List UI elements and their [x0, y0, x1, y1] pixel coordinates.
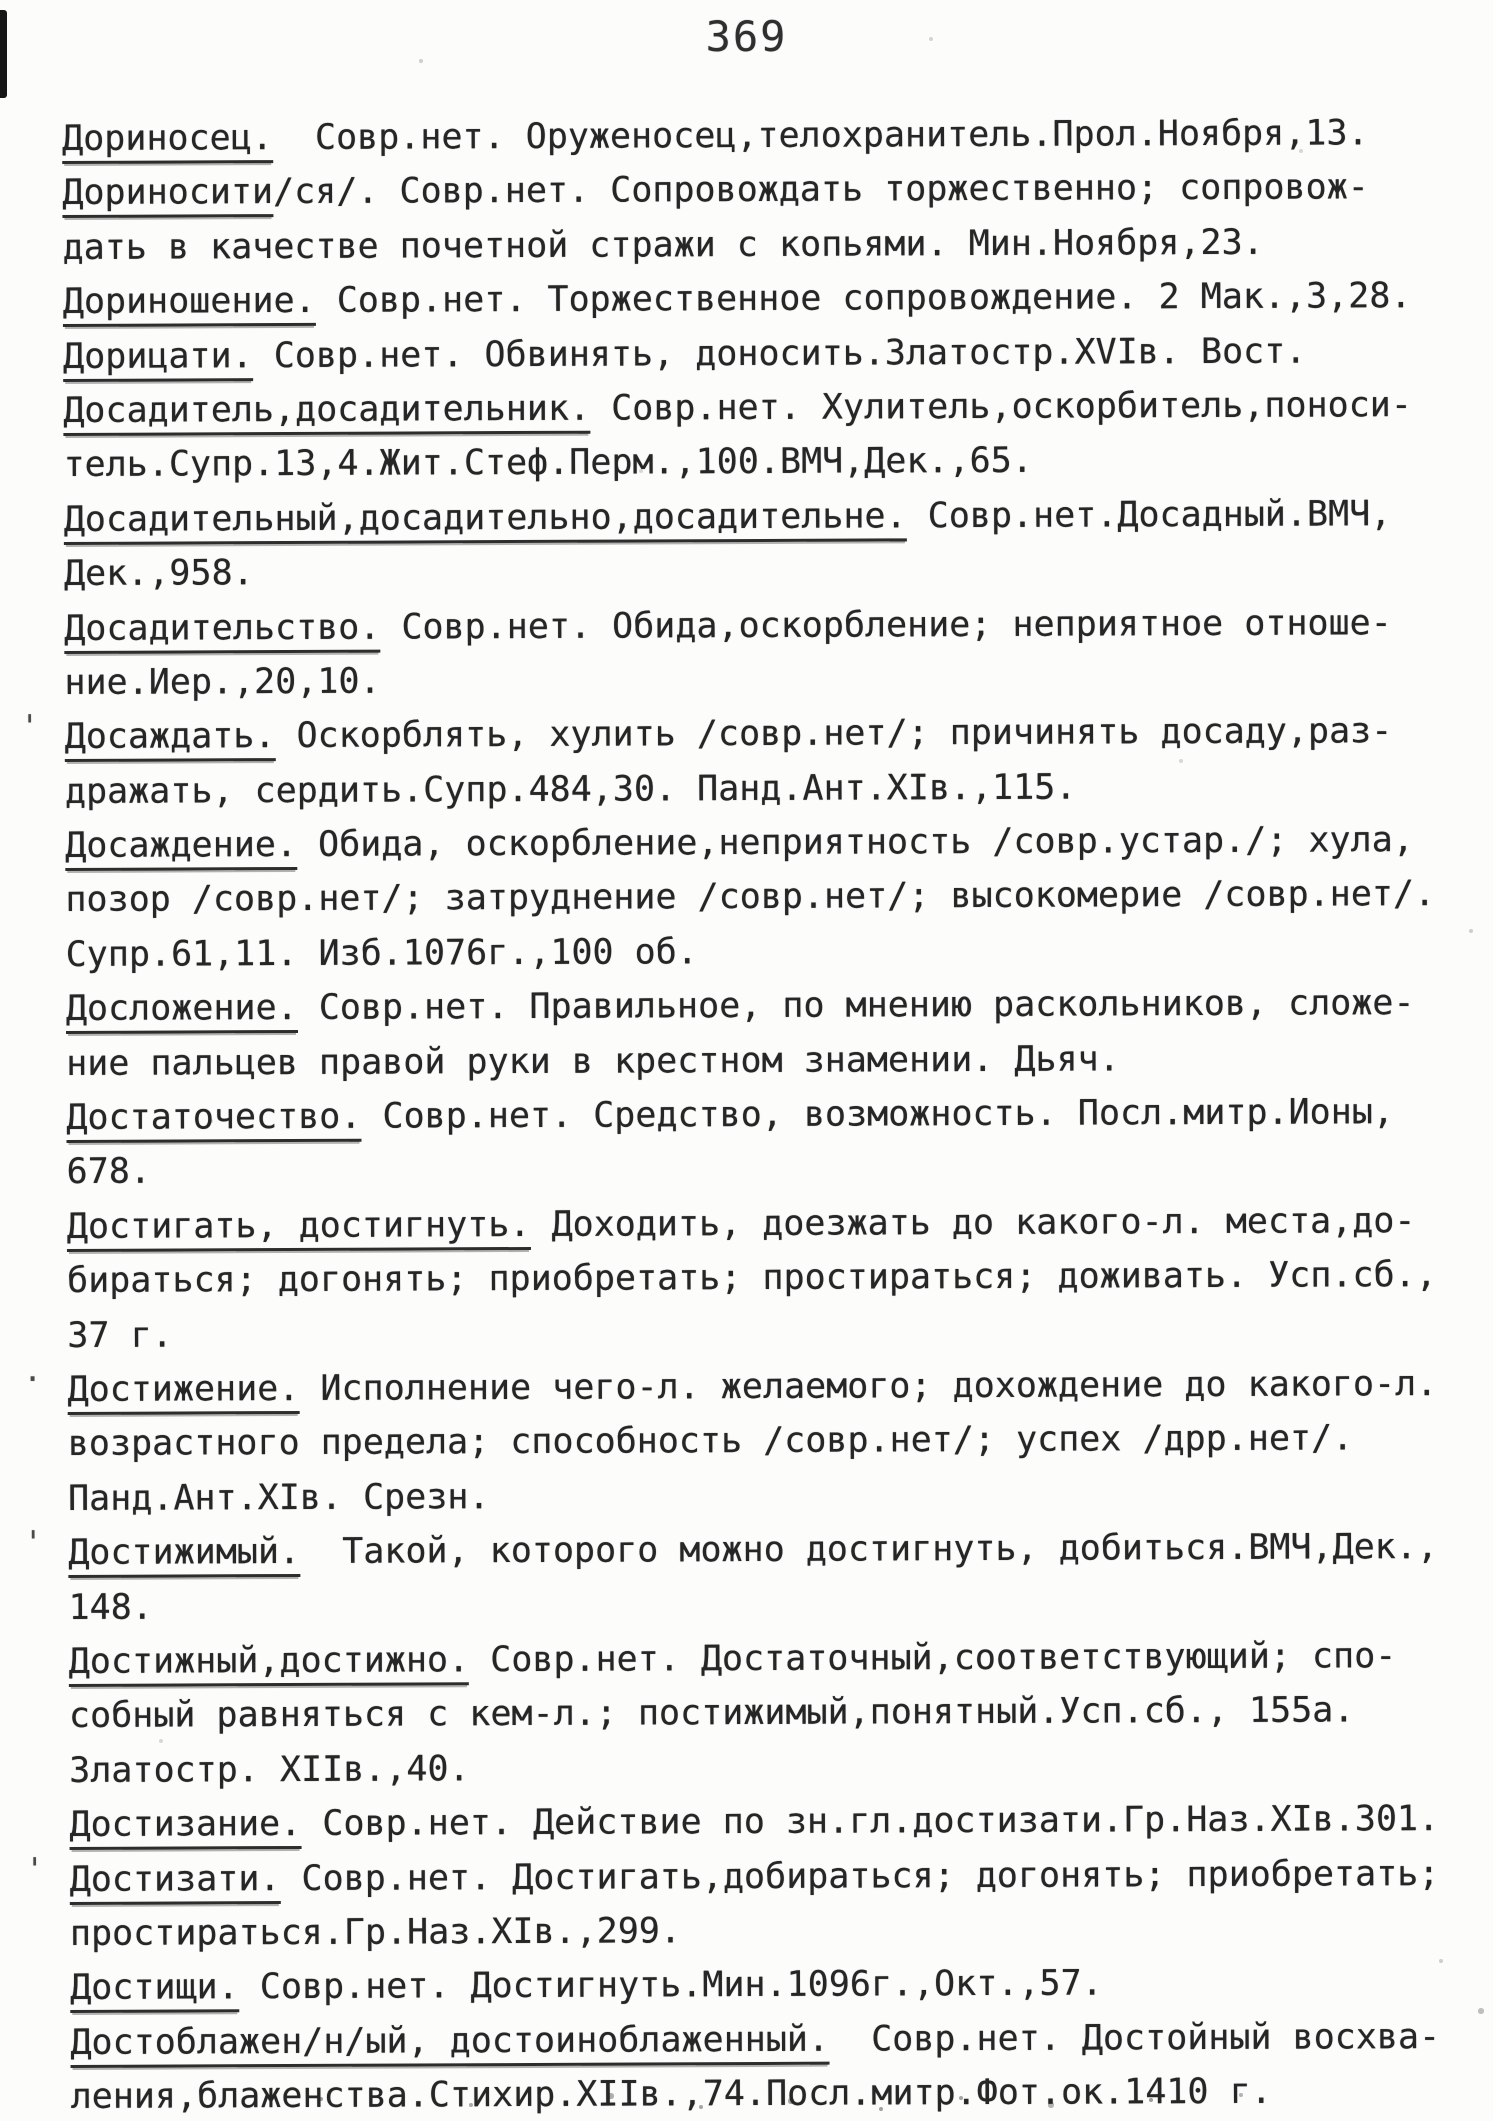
entry-text: Супр.61,11. Изб.1076г.,100 об.: [65, 932, 698, 975]
dictionary-line: [64, 487, 1471, 548]
dictionary-line: [64, 595, 1471, 656]
entry-headword: Досложение.: [66, 988, 298, 1034]
entry-headword: Достижный,достижно.: [69, 1640, 470, 1687]
entry-headword: Досаждение.: [65, 825, 297, 871]
entry-text: дать в качестве почетной стражи с копьями. Мин.Ноября,23.: [62, 222, 1264, 268]
dictionary-line: [65, 759, 1472, 820]
dictionary-line: [70, 1901, 1477, 1962]
entry-text: Совр.нет. Хулитель,оскорбитель,поноси-: [590, 385, 1412, 429]
entry-text: Дек.,958.: [63, 553, 254, 595]
dictionary-line: [64, 541, 1471, 602]
entry-text: Совр.нет. Достойный восхва-: [828, 2016, 1441, 2060]
dictionary-line: [63, 432, 1470, 493]
entry-text: Совр.нет. Обида,оскорбление; неприятное отноше-: [380, 602, 1392, 648]
dictionary-line: [63, 269, 1470, 330]
dictionary-line: [69, 1738, 1476, 1799]
dictionary-line: [66, 1030, 1473, 1091]
entry-text: Златостр. XIIв.,40.: [69, 1748, 470, 1791]
entry-headword: Достигать, достигнуть.: [67, 1205, 531, 1252]
entry-text: простираться.Гр.Наз.XIв.,299.: [69, 1911, 682, 1954]
dictionary-line: [65, 867, 1472, 928]
entry-text: собный равняться с кем-л.; постижимый,понятный.Усп.сб., 155а.: [68, 1690, 1355, 1737]
entry-text: бираться; догонять; приобретать; простираться; доживать. Усп.сб.,: [67, 1255, 1437, 1302]
dictionary-line: [66, 922, 1473, 983]
dictionary-line: [20, 704, 1472, 765]
dictionary-line: [64, 650, 1471, 711]
dictionary-line: [67, 1248, 1474, 1309]
dictionary-line: [70, 2010, 1477, 2071]
entry-headword: Достоблажен/н/ый, достоиноблаженный.: [70, 2019, 829, 2067]
entry-headword: Достижимый.: [68, 1532, 300, 1578]
dictionary-line: [67, 1194, 1474, 1255]
entry-text: позор /совр.нет/; затруднение /совр.нет/; высокомерие /совр.нет/.: [65, 874, 1436, 921]
entry-text: Совр.нет.Досадный.ВМЧ,: [906, 493, 1392, 537]
entry-text: Совр.нет. Действие по зн.гл.достизати.Гр.Наз.XIв.301.: [301, 1799, 1440, 1845]
entry-text: ние.Иер.,20,10.: [64, 661, 381, 703]
entry-headword: Досадительный,досадительно,досадительне.: [64, 496, 907, 545]
dictionary-line: [62, 160, 1469, 221]
entry-headword: Достаточество.: [66, 1097, 361, 1143]
entry-headword: Достижение.: [67, 1369, 299, 1415]
entry-headword: Дориносец.: [62, 118, 273, 164]
dictionary-line: [66, 1085, 1473, 1146]
entry-headword: Дориносити: [62, 172, 273, 218]
dictionary-text-block: [20, 106, 1478, 2121]
entry-text: Совр.нет. Достаточный,соответствующий; спо-: [469, 1636, 1397, 1681]
dictionary-line: [68, 1466, 1475, 1527]
dictionary-line: [68, 1411, 1475, 1472]
entry-text: Такой, которого можно достигнуть, добиться.ВМЧ,Дек.,: [299, 1527, 1439, 1573]
dictionary-line: [69, 1683, 1476, 1744]
margin-mark: ·: [23, 1362, 42, 1398]
entry-text: 37 г.: [67, 1315, 173, 1356]
entry-headword: Достизати.: [70, 1859, 281, 1905]
entry-text: возрастного предела; способность /совр.нет/; успех /дрр.нет/.: [67, 1418, 1354, 1465]
dictionary-line: [68, 1574, 1475, 1635]
dictionary-line: [69, 1792, 1476, 1853]
dictionary-line: [23, 1357, 1474, 1418]
dictionary-line: [65, 813, 1472, 874]
entry-text: Совр.нет. Достигать,добираться; догонять; приобретать;: [280, 1853, 1440, 1899]
dictionary-line: [67, 1302, 1474, 1363]
entry-headword: Досаждать.: [65, 716, 276, 762]
entry-text: Панд.Ант.XIв. Срезн.: [67, 1476, 490, 1519]
entry-text: Исполнение чего-л. желаемого; дохождение до какого-л.: [299, 1363, 1438, 1409]
scan-noise-speckles: [0, 0, 2, 2]
entry-text: ления,блаженства.Стихир.XIIв.,74.Посл.митр.Фот.ок.1410 г.: [70, 2071, 1272, 2118]
entry-text: /ся/. Совр.нет. Сопровождать торжественно; сопровож-: [272, 167, 1369, 213]
dictionary-line: [66, 976, 1473, 1037]
entry-text: Совр.нет. Средство, возможность. Посл.митр.Ионы,: [361, 1092, 1395, 1137]
entry-text: Совр.нет. Правильное, по мнению раскольников, сложе-: [297, 983, 1415, 1029]
entry-text: Совр.нет. Достигнуть.Мин.1096г.,Окт.,57.: [238, 1963, 1103, 2008]
page-number: 369: [705, 12, 788, 61]
entry-text: Оскорблять, хулить /совр.нет/; причинять досаду,раз-: [275, 711, 1393, 757]
dictionary-line: [69, 1629, 1476, 1690]
entry-text: 678.: [66, 1152, 152, 1193]
entry-headword: Дорицати.: [63, 336, 253, 382]
margin-mark: ': [25, 1851, 44, 1887]
entry-text: Совр.нет. Торжественное сопровождение. 2 Мак.,3,28.: [315, 276, 1412, 322]
entry-text: дражать, сердить.Супр.484,30. Панд.Ант.XIв.,115.: [64, 767, 1077, 812]
entry-headword: Дориношение.: [63, 281, 316, 327]
dictionary-line: [62, 106, 1469, 167]
entry-text: Совр.нет. Обвинять, доносить.Златостр.XVIв. Вост.: [252, 331, 1307, 376]
dictionary-line: [63, 378, 1470, 439]
margin-mark: ': [20, 709, 39, 745]
dictionary-line: [24, 1520, 1475, 1581]
dictionary-line: [71, 2064, 1478, 2121]
entry-text: Совр.нет. Оруженосец,телохранитель.Прол.Ноября,13.: [272, 113, 1369, 159]
entry-headword: Досадитель,досадительник.: [63, 389, 590, 436]
dictionary-line: [62, 215, 1469, 276]
dictionary-line: [67, 1139, 1474, 1200]
entry-headword: Досадительство.: [64, 607, 380, 653]
entry-text: ние пальцев правой руки в крестном знамении. Дьяч.: [66, 1039, 1120, 1084]
entry-headword: Достищи.: [70, 1968, 239, 2014]
margin-mark: ': [24, 1525, 43, 1561]
dictionary-line: [25, 1846, 1477, 1907]
dictionary-line: [63, 323, 1470, 384]
entry-text: тель.Супр.13,4.Жит.Стеф.Перм.,100.ВМЧ,Дек.,65.: [63, 441, 1033, 486]
entry-text: Доходить, доезжать до какого-л. места,до-: [530, 1200, 1416, 1245]
entry-text: Обида, оскорбление,неприятность /совр.устар./; хула,: [296, 820, 1414, 866]
entry-text: 148.: [68, 1587, 153, 1628]
dictionary-line: [70, 1955, 1477, 2016]
entry-headword: Достизание.: [69, 1804, 301, 1850]
